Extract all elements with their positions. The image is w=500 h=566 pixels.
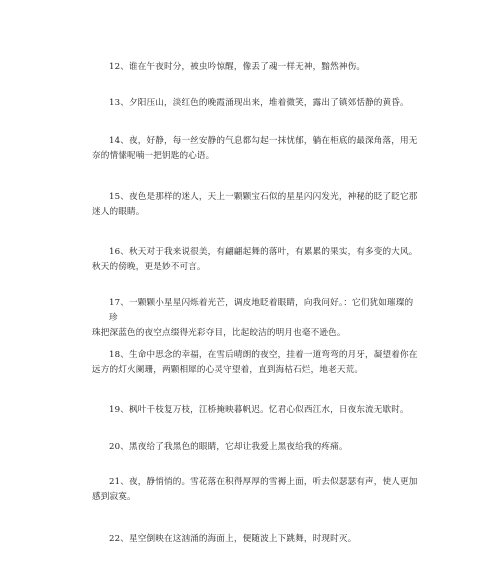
paragraph-continuation: 秋天的傍晚，更是妙不可言。	[92, 262, 206, 272]
paragraph-continuation: 珠把深蓝色的夜空点缀得光彩夺目，比起皎洁的明月也毫不逊色。	[92, 328, 346, 338]
paragraph-first-line: 20、黑夜给了我黑色的眼睛，它却让我爱上黑夜给我的疼痛。	[109, 442, 348, 452]
paragraph-first-line: 14、夜，好静，每一丝安静的气息都勾起一抹忧郁，躺在柜底的最深角落，用无	[109, 136, 418, 146]
paragraph-continuation: 迷人的眼睛。	[92, 207, 145, 217]
paragraph-20	[92, 440, 420, 455]
paragraph-first-line: 21、夜，静悄悄的。雪花落在积得厚厚的雪褥上面，听去似瑟瑟有声，使人更加	[109, 477, 418, 487]
paragraph-first-line: 12、谁在午夜时分，被虫吟惊醒，像丢了魂一样无神，黯然神伤。	[109, 62, 366, 72]
paragraph-18	[92, 348, 420, 378]
paragraph-17	[92, 296, 420, 341]
paragraph-16	[92, 245, 420, 275]
paragraph-first-line: 13、夕阳压山，淡红色的晚霞涌现出来，堆着微笑，露出了镇郊恬静的黄昏。	[109, 98, 409, 108]
paragraph-continuation: 奈的情愫呢喃一把钥匙的心语。	[92, 151, 215, 161]
paragraph-continuation: 远方的灯火阑珊，两颗相犀的心灵守望着，直到海枯石烂，地老天荒。	[92, 365, 364, 375]
paragraph-14	[92, 134, 420, 164]
paragraph-15	[92, 190, 420, 220]
paragraph-first-line: 18、生命中思念的幸福，在雪后晴朗的夜空，挂着一道弯弯的月牙，凝望着你在	[109, 350, 418, 360]
paragraph-12	[92, 60, 420, 75]
paragraph-first-line: 19、枫叶千枝复万枝，江桥掩映暮帆迟。忆君心似西江水，日夜东流无歇时。	[109, 405, 409, 415]
paragraph-13	[92, 96, 420, 111]
paragraph-22	[92, 532, 420, 547]
paragraph-first-line: 16、秋天对于我来说很美，有翩翩起舞的落叶，有累累的果实，有多变的大风。	[109, 247, 418, 257]
paragraph-continuation: 感到寂寞。	[92, 492, 136, 502]
paragraph-21	[92, 475, 420, 505]
paragraph-19	[92, 403, 420, 418]
paragraph-first-line: 22、星空倒映在这汹涌的海面上，便随波上下跳舞，时现时灭。	[109, 534, 357, 544]
paragraph-first-line: 15、夜色是那样的迷人，天上一颗颗宝石似的星星闪闪发光，神秘的眨了眨它那	[109, 192, 418, 202]
paragraph-first-line: 17、一颗颗小星星闪烁着光芒，调皮地眨着眼睛，向我问好。：它们犹如璀璨的珍	[109, 298, 414, 323]
